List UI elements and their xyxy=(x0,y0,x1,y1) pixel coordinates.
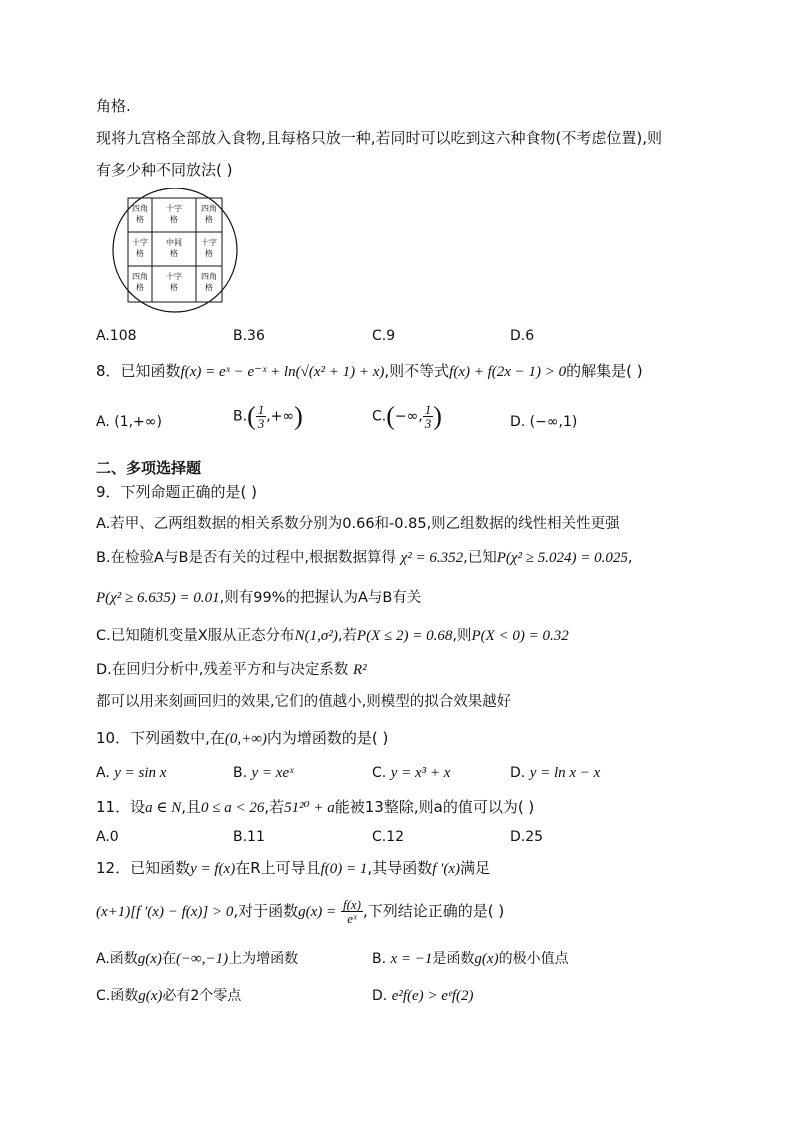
grid-cell-label: 十字格 xyxy=(166,204,182,224)
q11-option-c: C.12 xyxy=(372,829,405,845)
q8-option-d: D. (−∞,1) xyxy=(510,414,578,430)
q10-option-d: D. y = ln x − x xyxy=(510,765,601,781)
q12-option-b: B. x = −1是函数g(x)的极小值点 xyxy=(372,951,569,967)
q11-option-d: D.25 xyxy=(510,829,544,845)
q9-option-d-line2: 都可以用来刻画回归的效果,它们的值越小,则模型的拟合效果越好 xyxy=(96,694,512,710)
q8-stem-a: 8．已知函数 xyxy=(96,362,181,380)
q7-option-c: C.9 xyxy=(372,328,396,344)
q10-stem: 10．下列函数中,在(0,+∞)内为增函数的是( ) xyxy=(96,729,389,747)
q12-option-d: D. e²f(e) > eᵉf(2) xyxy=(372,988,474,1004)
q10-option-b: B. y = xeˣ xyxy=(233,765,294,781)
grid-cell-label: 中间格 xyxy=(166,238,182,258)
q9-option-c: C.已知随机变量X服从正态分布N(1,σ²),若P(X ≤ 2) = 0.68,则P(X < 0) = 0.32 xyxy=(96,628,569,644)
grid-cell-label: 十字格 xyxy=(132,238,148,258)
grid-cell-label: 十字格 xyxy=(201,238,217,258)
q10-option-a: A. y = sin x xyxy=(96,765,167,781)
grid-cell-label: 四角格 xyxy=(201,272,217,292)
q12-stem: 12．已知函数y = f(x)在R上可导且f(0) = 1,其导函数f ′(x)满足 xyxy=(96,859,491,877)
nine-grid-figure xyxy=(110,188,240,313)
q12-option-c: C.函数g(x)必有2个零点 xyxy=(96,988,242,1004)
q9-option-b-line2: P(χ² ≥ 6.635) = 0.01,则有99%的把握认为A与B有关 xyxy=(96,590,422,606)
q7-option-d: D.6 xyxy=(510,328,535,344)
q8-function: f(x) = eˣ − e⁻ˣ + ln(√(x² + 1) + x) xyxy=(180,364,385,380)
q8-option-c: C.(−∞, $\frac{1}{3}$ ) xyxy=(372,401,442,431)
q8-inequality: f(x) + f(2x − 1) > 0 xyxy=(449,364,567,380)
q8-stem xyxy=(96,361,643,382)
intro-line-3: 有多少种不同放法( ) xyxy=(96,161,233,179)
section-heading: 二、多项选择题 xyxy=(96,459,202,477)
q8-option-a: A. (1,+∞) xyxy=(96,414,162,430)
grid-cell-label: 十字格 xyxy=(166,272,182,292)
grid-cell-label: 四角格 xyxy=(132,272,148,292)
q11-stem: 11．设a ∈ N,且0 ≤ a < 26,若51²⁰ + a能被13整除,则a的值可以为( ) xyxy=(96,798,535,816)
intro-line-2: 现将九宫格全部放入食物,且每格只放一种,若同时可以吃到这六种食物(不考虑位置),则 xyxy=(96,129,663,147)
q7-option-a: A.108 xyxy=(96,328,137,344)
q8-option-b: B.( $\frac{1}{3}$ ,+∞) xyxy=(233,401,303,431)
grid-cell-label: 四角格 xyxy=(132,204,148,224)
q9-option-d-line1: D.在回归分析中,残差平方和与决定系数 R² xyxy=(96,662,367,678)
q10-option-c: C. y = x³ + x xyxy=(372,765,451,781)
q7-option-b: B.36 xyxy=(233,328,265,344)
q9-option-b-line1: B.在检验A与B是否有关的过程中,根据数据算得 χ² = 6.352,已知P(χ² ≥ 5.024) = 0.025, xyxy=(96,550,633,566)
q11-option-a: A.0 xyxy=(96,829,119,845)
q9-stem: 9．下列命题正确的是( ) xyxy=(96,483,258,501)
q8-stem-c: 的解集是( ) xyxy=(566,362,643,380)
q8-stem-b: ,则不等式 xyxy=(384,362,450,380)
intro-line-1: 角格. xyxy=(96,97,131,115)
q11-option-b: B.11 xyxy=(233,829,265,845)
grid-cell-label: 四角格 xyxy=(201,204,217,224)
q9-option-a: A.若甲、乙两组数据的相关系数分别为0.66和-0.85,则乙组数据的线性相关性更强 xyxy=(96,516,620,532)
q12-condition: (x+1)[f ′(x) − f(x)] > 0,对于函数g(x) = $\frac{f(x)}{\text{eˣ}}$ ,下列结论正确的是( ) xyxy=(96,897,505,926)
q12-option-a: A.函数g(x)在(−∞,−1)上为增函数 xyxy=(96,951,299,967)
